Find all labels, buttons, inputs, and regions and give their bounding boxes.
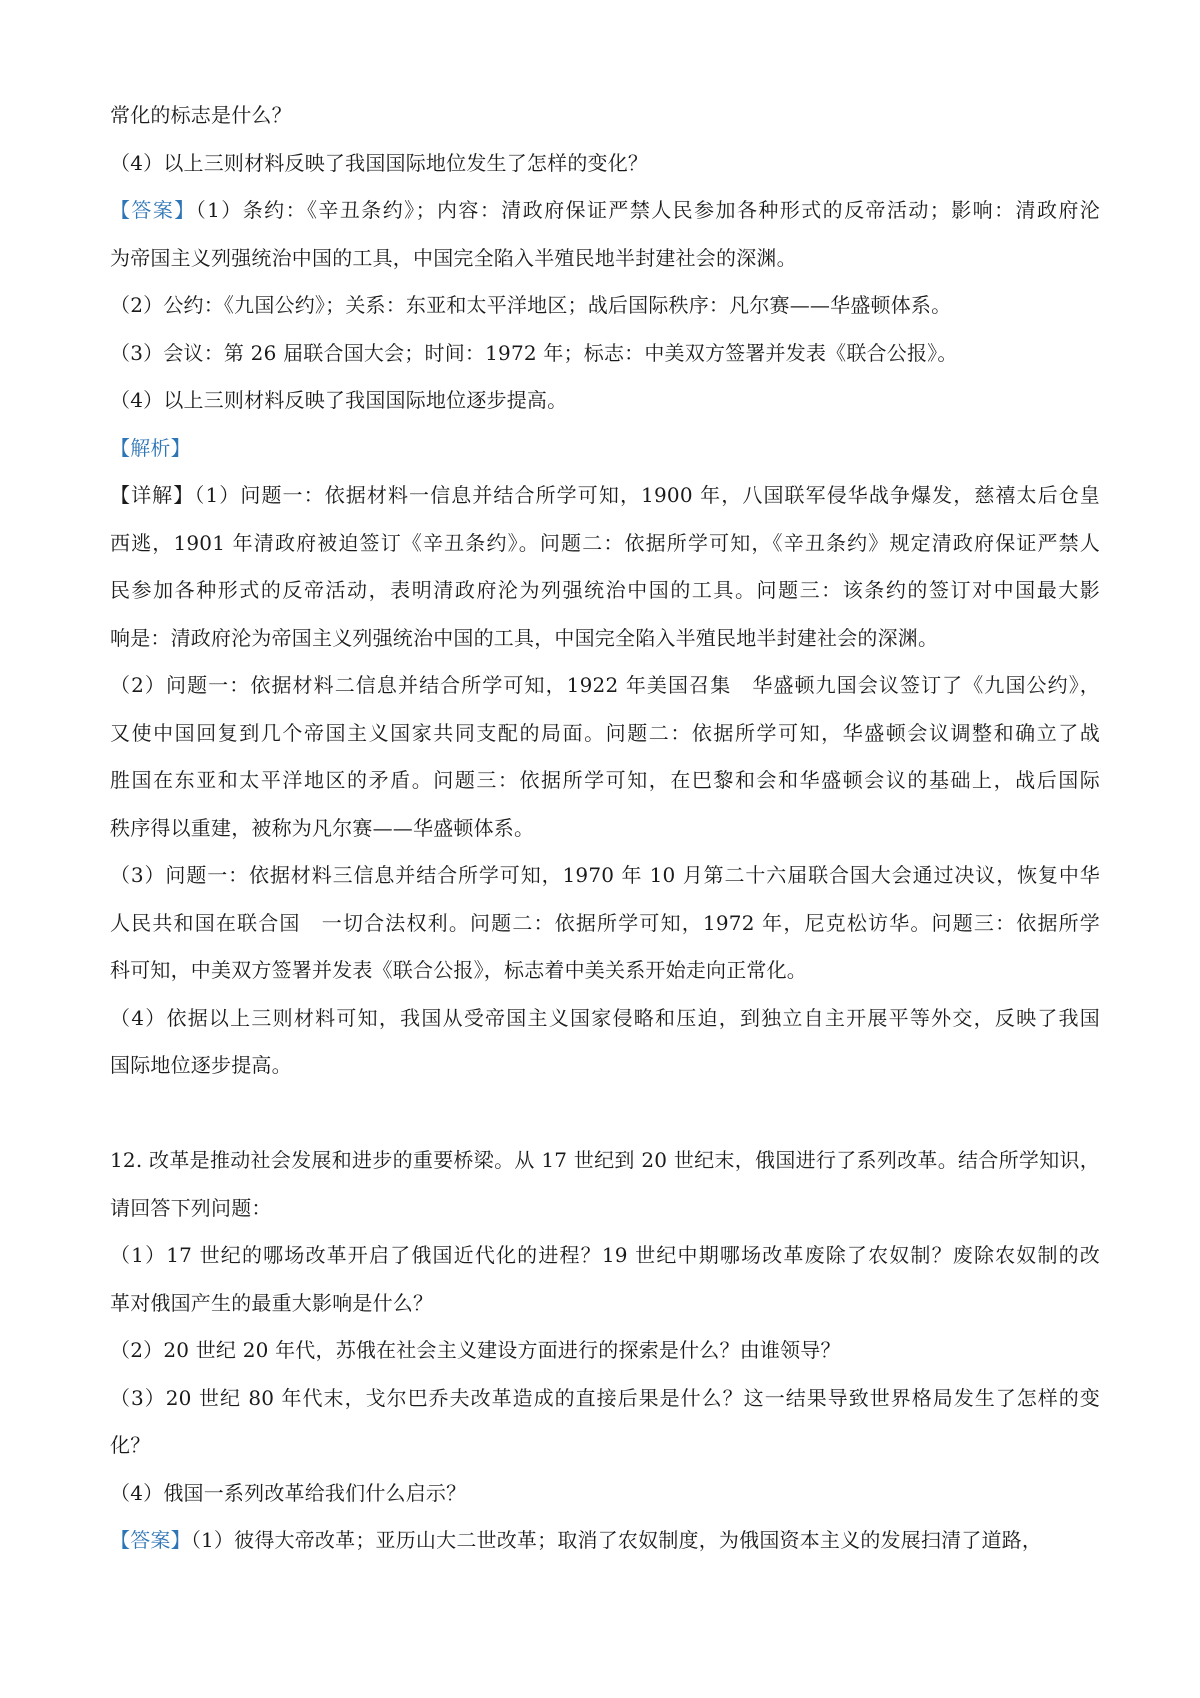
q11-question-tail: 常化的标志是什么？ — [110, 103, 292, 127]
q11-detail-3-line-2: 人民共和国在联合国 一切合法权利。问题二：依据所学可知，1972 年，尼克松访华。问题三：依据所学 — [110, 910, 1100, 935]
q11-detail-2-line-1: （2）问题一：依据材料二信息并结合所学可知，1922 年美国召集 华盛顿九国会议签订了《九国公约》， — [110, 673, 1100, 697]
answer-text: （1）彼得大帝改革；亚历山大二世改革；取消了农奴制度，为俄国资本主义的发展扫清了道路， — [190, 1528, 1043, 1552]
answer-tag: 【答案】 — [110, 198, 196, 222]
q11-detail-3-line-3: 科可知，中美双方签署并发表《联合公报》，标志着中美关系开始走向正常化。 — [110, 958, 807, 982]
q11-detail-1-line-4: 响是：清政府沦为帝国主义列强统治中国的工具，中国完全陷入半殖民地半封建社会的深渊。 — [110, 625, 939, 650]
q11-detail-4-line-2: 国际地位逐步提高。 — [110, 1053, 292, 1077]
q11-detail-1-line-2: 西逃，1901 年清政府被迫签订《辛丑条约》。问题二：依据所学可知，《辛丑条约》规定清政府保证严禁人 — [110, 530, 1100, 555]
q11-detail-2-line-2: 又使中国回复到几个帝国主义国家共同支配的局面。问题二：依据所学可知，华盛顿会议调整和确立了战 — [110, 720, 1100, 745]
q11-answer-1-cont: 为帝国主义列强统治中国的工具，中国完全陷入半殖民地半封建社会的深渊。 — [110, 245, 797, 270]
q12-question-2: （2）20 世纪 20 年代，苏俄在社会主义建设方面进行的探索是什么？由谁领导？ — [110, 1338, 841, 1362]
q11-answer-3: （3）会议：第 26 届联合国大会；时间：1972 年；标志：中美双方签署并发表《联合公报》。 — [110, 340, 958, 365]
q12-answer-line — [110, 1517, 1100, 1565]
q11-detail-1-line-1 — [110, 472, 1100, 520]
q12-question-1-line-1: （1）17 世纪的哪场改革开启了俄国近代化的进程？19 世纪中期哪场改革废除了农奴制？废除农奴制的改 — [110, 1243, 1100, 1267]
q12-question-1-line-2: 革对俄国产生的最重大影响是什么？ — [110, 1290, 434, 1315]
q12-stem-line-2: 请回答下列问题： — [110, 1195, 272, 1220]
q11-detail-1-line-3: 民参加各种形式的反帝活动，表明清政府沦为列强统治中国的工具。问题三：该条约的签订对中国最大影 — [110, 578, 1100, 602]
detail-text: （1）问题一：依据材料一信息并结合所学可知，1900 年，八国联军侵华战争爆发，慈禧太后仓皇 — [194, 483, 1100, 507]
q12-question-3-line-1: （3）20 世纪 80 年代末，戈尔巴乔夫改革造成的直接后果是什么？这一结果导致世界格局发生了怎样的变 — [110, 1385, 1100, 1410]
answer-tag: 【答案】 — [110, 1528, 191, 1552]
q12-question-4: （4）俄国一系列改革给我们什么启示？ — [110, 1480, 467, 1505]
q11-answer-4: （4）以上三则材料反映了我国国际地位逐步提高。 — [110, 388, 568, 412]
document-page — [110, 92, 1100, 1565]
q12-question-3-line-2: 化？ — [110, 1433, 151, 1457]
q11-answer-line — [110, 187, 1100, 235]
q11-detail-4-line-1: （4）依据以上三则材料可知，我国从受帝国主义国家侵略和压迫，到独立自主开展平等外交，反映了我国 — [110, 1005, 1100, 1030]
q11-detail-2-line-3: 胜国在东亚和太平洋地区的矛盾。问题三：依据所学可知，在巴黎和会和华盛顿会议的基础上，战后国际 — [110, 768, 1100, 792]
section-gap — [110, 1090, 1100, 1138]
q11-detail-3-line-1: （3）问题一：依据材料三信息并结合所学可知，1970 年 10 月第二十六届联合国大会通过决议，恢复中华 — [110, 863, 1100, 887]
answer-text: （1）条约：《辛丑条约》；内容：清政府保证严禁人民参加各种形式的反帝活动；影响：清政府沦 — [195, 198, 1100, 222]
q11-answer-2: （2）公约：《九国公约》；关系：东亚和太平洋地区；战后国际秩序：凡尔赛——华盛顿体系。 — [110, 293, 952, 317]
detail-tag: 【详解】 — [110, 483, 195, 507]
q11-analysis-heading — [110, 425, 1100, 473]
analysis-tag: 【解析】 — [110, 435, 191, 460]
q11-detail-2-line-4: 秩序得以重建，被称为凡尔赛——华盛顿体系。 — [110, 815, 535, 840]
q12-stem-line-1: 12. 改革是推动社会发展和进步的重要桥梁。从 17 世纪到 20 世纪末，俄国进行了系列改革。结合所学知识， — [110, 1148, 1100, 1172]
q11-question-4: （4）以上三则材料反映了我国国际地位发生了怎样的变化？ — [110, 150, 649, 175]
